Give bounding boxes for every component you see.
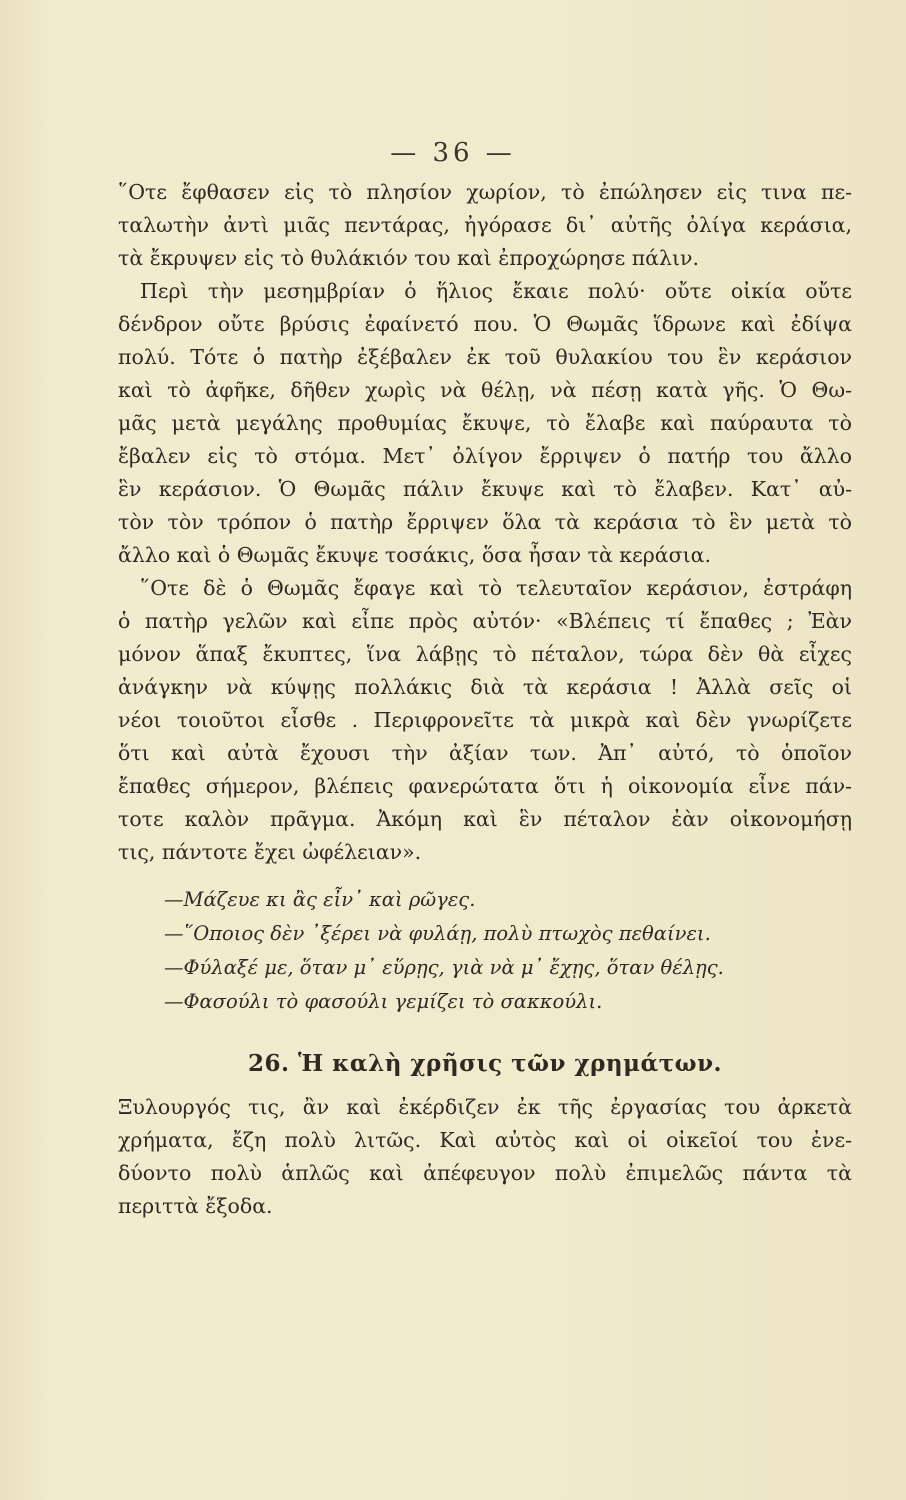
- proverb-line: —Μάζευε κι ἂς εἶν᾽ καὶ ρῶγες.: [164, 888, 476, 911]
- text-line: τὰ ἔκρυψεν εἰς τὸ θυλάκιόν του καὶ ἐπροχώρησε πάλιν.: [118, 246, 700, 270]
- text-line: μᾶς μετὰ μεγάλης προθυμίας ἔκυψε, τὸ ἔλαβε καὶ παύραυτα τὸ: [118, 411, 852, 435]
- text-line: τὸν τὸν τρόπον ὁ πατὴρ ἔρριψεν ὅλα τὰ κεράσια τὸ ἓν μετὰ τὸ: [118, 510, 852, 534]
- text-line: Περὶ τὴν μεσημβρίαν ὁ ἥλιος ἔκαιε πολύ· οὔτε οἰκία οὔτε: [140, 279, 852, 303]
- text-line: καὶ τὸ ἀφῆκε, δῆθεν χωρὶς νὰ θέλῃ, νὰ πέσῃ κατὰ γῆς. Ὁ Θω-: [118, 378, 852, 402]
- text-line: ῞Οτε ἔφθασεν εἰς τὸ πλησίον χωρίον, τὸ ἐπώλησεν εἰς τινα πε-: [118, 180, 852, 204]
- text-line: μόνον ἅπαξ ἔκυπτες, ἵνα λάβῃς τὸ πέταλον, τώρα δὲν θὰ εἶχες: [118, 642, 852, 666]
- proverb-line: —῞Οποιος δὲν ᾽ξέρει νὰ φυλάῃ, πολὺ πτωχὸς πεθαίνει.: [164, 922, 711, 945]
- paragraph: [118, 176, 852, 275]
- text-line: τοτε καλὸν πρᾶγμα. Ἀκόμη καὶ ἓν πέταλον ἐὰν οἰκονομήσῃ: [118, 807, 852, 831]
- text-line: ἓν κεράσιον. Ὁ Θωμᾶς πάλιν ἔκυψε καὶ τὸ ἔλαβεν. Κατ᾽ αὐ-: [118, 477, 852, 501]
- section-heading: 26. Ἡ καλὴ χρῆσις τῶν χρημάτων.: [247, 1050, 723, 1077]
- proverb-line: —Φασούλι τὸ φασούλι γεμίζει τὸ σακκούλι.: [164, 990, 603, 1013]
- text-line: ἔπαθες σήμερον, βλέπεις φανερώτατα ὅτι ἡ οἰκονομία εἶνε πάν-: [118, 774, 852, 798]
- proverbs-list: [118, 883, 852, 1019]
- text-line: ἄλλο καὶ ὁ Θωμᾶς ἔκυψε τοσάκις, ὅσα ἦσαν τὰ κεράσια.: [118, 543, 712, 567]
- paragraph: [118, 1091, 852, 1223]
- text-line: ὅτι καὶ αὐτὰ ἔχουσι τὴν ἀξίαν των. Ἀπ᾽ αὐτό, τὸ ὁποῖον: [118, 741, 852, 765]
- text-line: περιττὰ ἔξοδα.: [118, 1194, 273, 1218]
- text-line: ἔβαλεν εἰς τὸ στόμα. Μετ᾽ ὀλίγον ἔρριψεν ὁ πατήρ του ἄλλο: [118, 444, 852, 468]
- text-line: Ξυλουργός τις, ἂν καὶ ἐκέρδιζεν ἐκ τῆς ἐργασίας του ἀρκετὰ: [118, 1095, 852, 1119]
- page-number: — 36 —: [390, 138, 516, 168]
- text-line: ῞Οτε δὲ ὁ Θωμᾶς ἔφαγε καὶ τὸ τελευταῖον κεράσιον, ἐστράφη: [140, 576, 852, 600]
- paragraph: [118, 275, 852, 572]
- text-line: ὁ πατὴρ γελῶν καὶ εἶπε πρὸς αὐτόν· «Βλέπεις τί ἔπαθες ; Ἐὰν: [118, 609, 852, 633]
- text-line: νέοι τοιοῦτοι εἶσθε . Περιφρονεῖτε τὰ μικρὰ καὶ δὲν γνωρίζετε: [118, 708, 852, 732]
- text-line: ταλωτὴν ἀντὶ μιᾶς πεντάρας, ἠγόρασε δι᾽ αὐτῆς ὀλίγα κεράσια,: [118, 213, 852, 237]
- text-line: τις, πάντοτε ἔχει ὠφέλειαν».: [118, 840, 422, 864]
- text-line: χρήματα, ἔζη πολὺ λιτῶς. Καὶ αὐτὸς καὶ οἱ οἰκεῖοί του ἐνε-: [118, 1128, 852, 1152]
- text-line: δένδρον οὔτε βρύσις ἐφαίνετό που. Ὁ Θωμᾶς ἵδρωνε καὶ ἐδίψα: [118, 312, 852, 336]
- text-block: [118, 176, 852, 1223]
- text-line: δύοντο πολὺ ἁπλῶς καὶ ἀπέφευγον πολὺ ἐπιμελῶς πάντα τὰ: [118, 1161, 852, 1185]
- proverb-line: —Φύλαξέ με, ὅταν μ᾽ εὕρῃς, γιὰ νὰ μ᾽ ἔχῃς, ὅταν θέλῃς.: [164, 956, 724, 979]
- text-line: ἀνάγκην νὰ κύψῃς πολλάκις διὰ τὰ κεράσια ! Ἀλλὰ σεῖς οἱ: [118, 675, 852, 699]
- text-line: πολύ. Τότε ὁ πατὴρ ἐξέβαλεν ἐκ τοῦ θυλακίου του ἓν κεράσιον: [118, 345, 852, 369]
- paragraph: [118, 572, 852, 869]
